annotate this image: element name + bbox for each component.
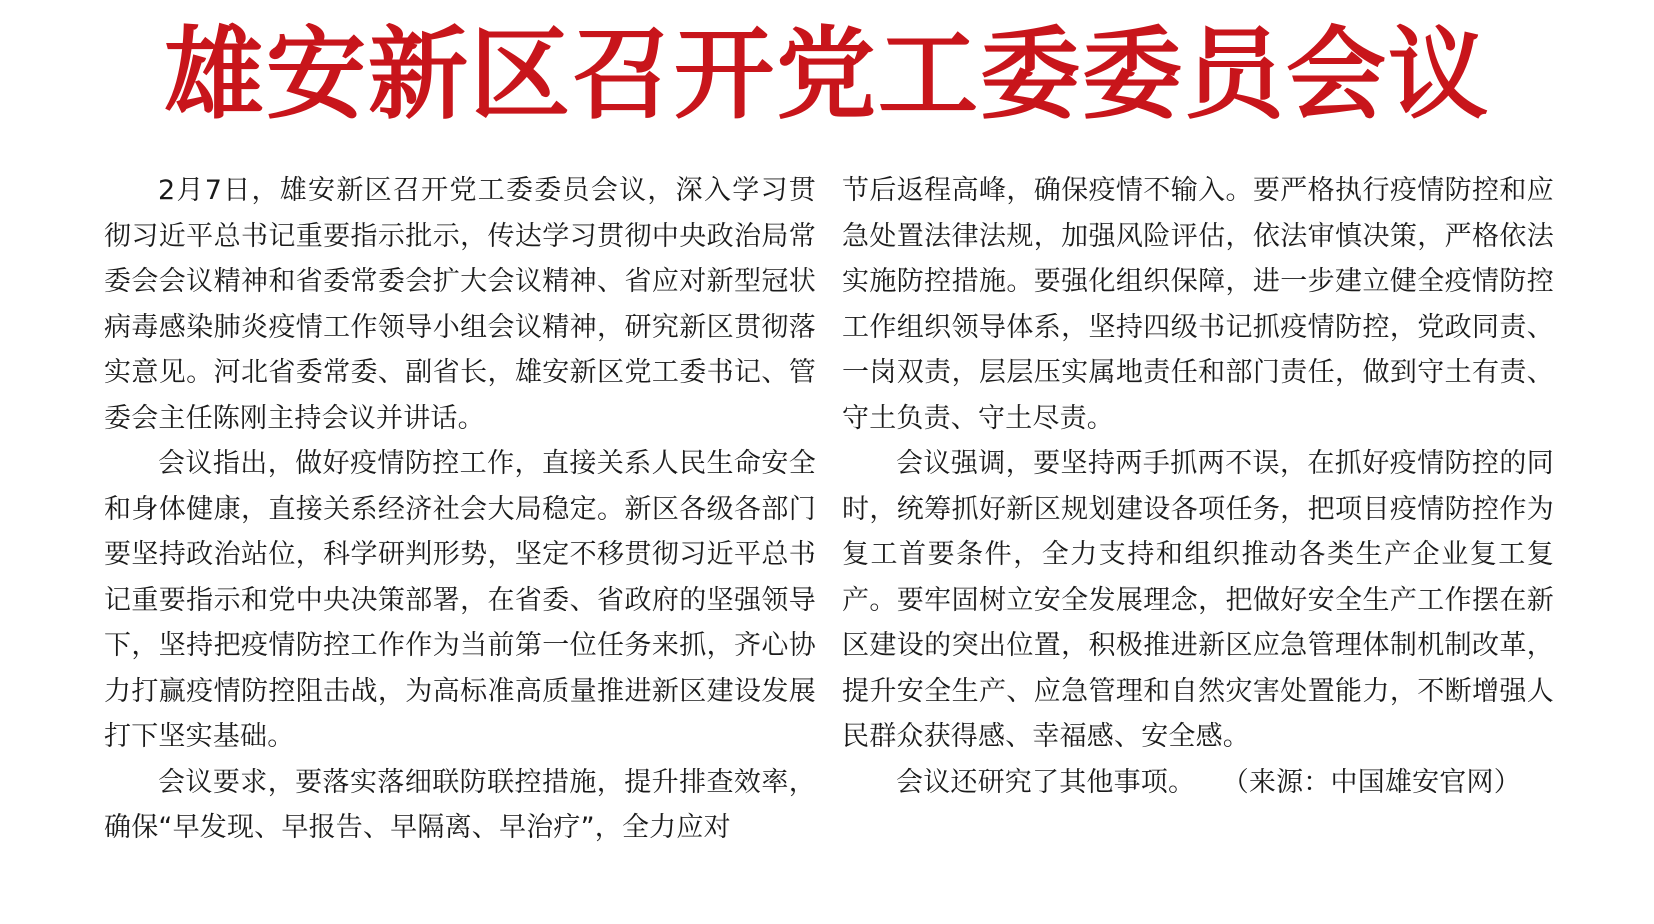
- paragraph-1: 2月7日，雄安新区召开党工委委员会议，深入学习贯彻习近平总书记重要指示批示，传达学习贯彻中央政治局常委会会议精神和省委常委会扩大会议精神、省应对新型冠状病毒感染肺炎疫情工作领导小组会议精神，研究新区贯彻落实意见。河北省委常委、副省长，雄安新区党工委书记、管委会主任陈刚主持会议并讲话。: [104, 175, 816, 434]
- article-column-right: [842, 168, 1554, 805]
- paragraph-4: 会议强调，要坚持两手抓两不误，在抓好疫情防控的同时，统筹抓好新区规划建设各项任务，把项目疫情防控作为复工首要条件，全力支持和组织推动各类生产企业复工复产。要牢固树立安全发展理念，把做好安全生产工作摆在新区建设的突出位置，积极推进新区应急管理体制机制改革，提升安全生产、应急管理和自然灾害处置能力，不断增强人民群众获得感、幸福感、安全感。: [842, 448, 1554, 752]
- article-headline: 雄安新区召开党工委委员会议: [164, 15, 1490, 133]
- paragraph-5: [842, 760, 1554, 806]
- source-credit: （来源：中国雄安官网）: [1235, 766, 1521, 798]
- paragraph-2: 会议指出，做好疫情防控工作，直接关系人民生命安全和身体健康，直接关系经济社会大局稳定。新区各级各部门要坚持政治站位，科学研判形势，坚定不移贯彻习近平总书记重要指示和党中央决策部署，在省委、省政府的坚强领导下，坚持把疫情防控工作作为当前第一位任务来抓，齐心协力打赢疫情防控阻击战，为高标准高质量推进新区建设发展打下坚实基础。: [104, 448, 816, 752]
- closing-sentence: 会议还研究了其他事项。: [896, 766, 1196, 798]
- article-column-left: [104, 168, 816, 851]
- paragraph-3-start: 会议要求，要落实落细联防联控措施，提升排查效率，确保“早发现、早报告、早隔离、早治疗”，全力应对: [104, 766, 816, 843]
- paragraph-3-continued: 节后返程高峰，确保疫情不输入。要严格执行疫情防控和应急处置法律法规，加强风险评估，依法审慎决策，严格依法实施防控措施。要强化组织保障，进一步建立健全疫情防控工作组织领导体系，坚持四级书记抓疫情防控，党政同责、一岗双责，层层压实属地责任和部门责任，做到守土有责、守土负责、守土尽责。: [842, 175, 1554, 434]
